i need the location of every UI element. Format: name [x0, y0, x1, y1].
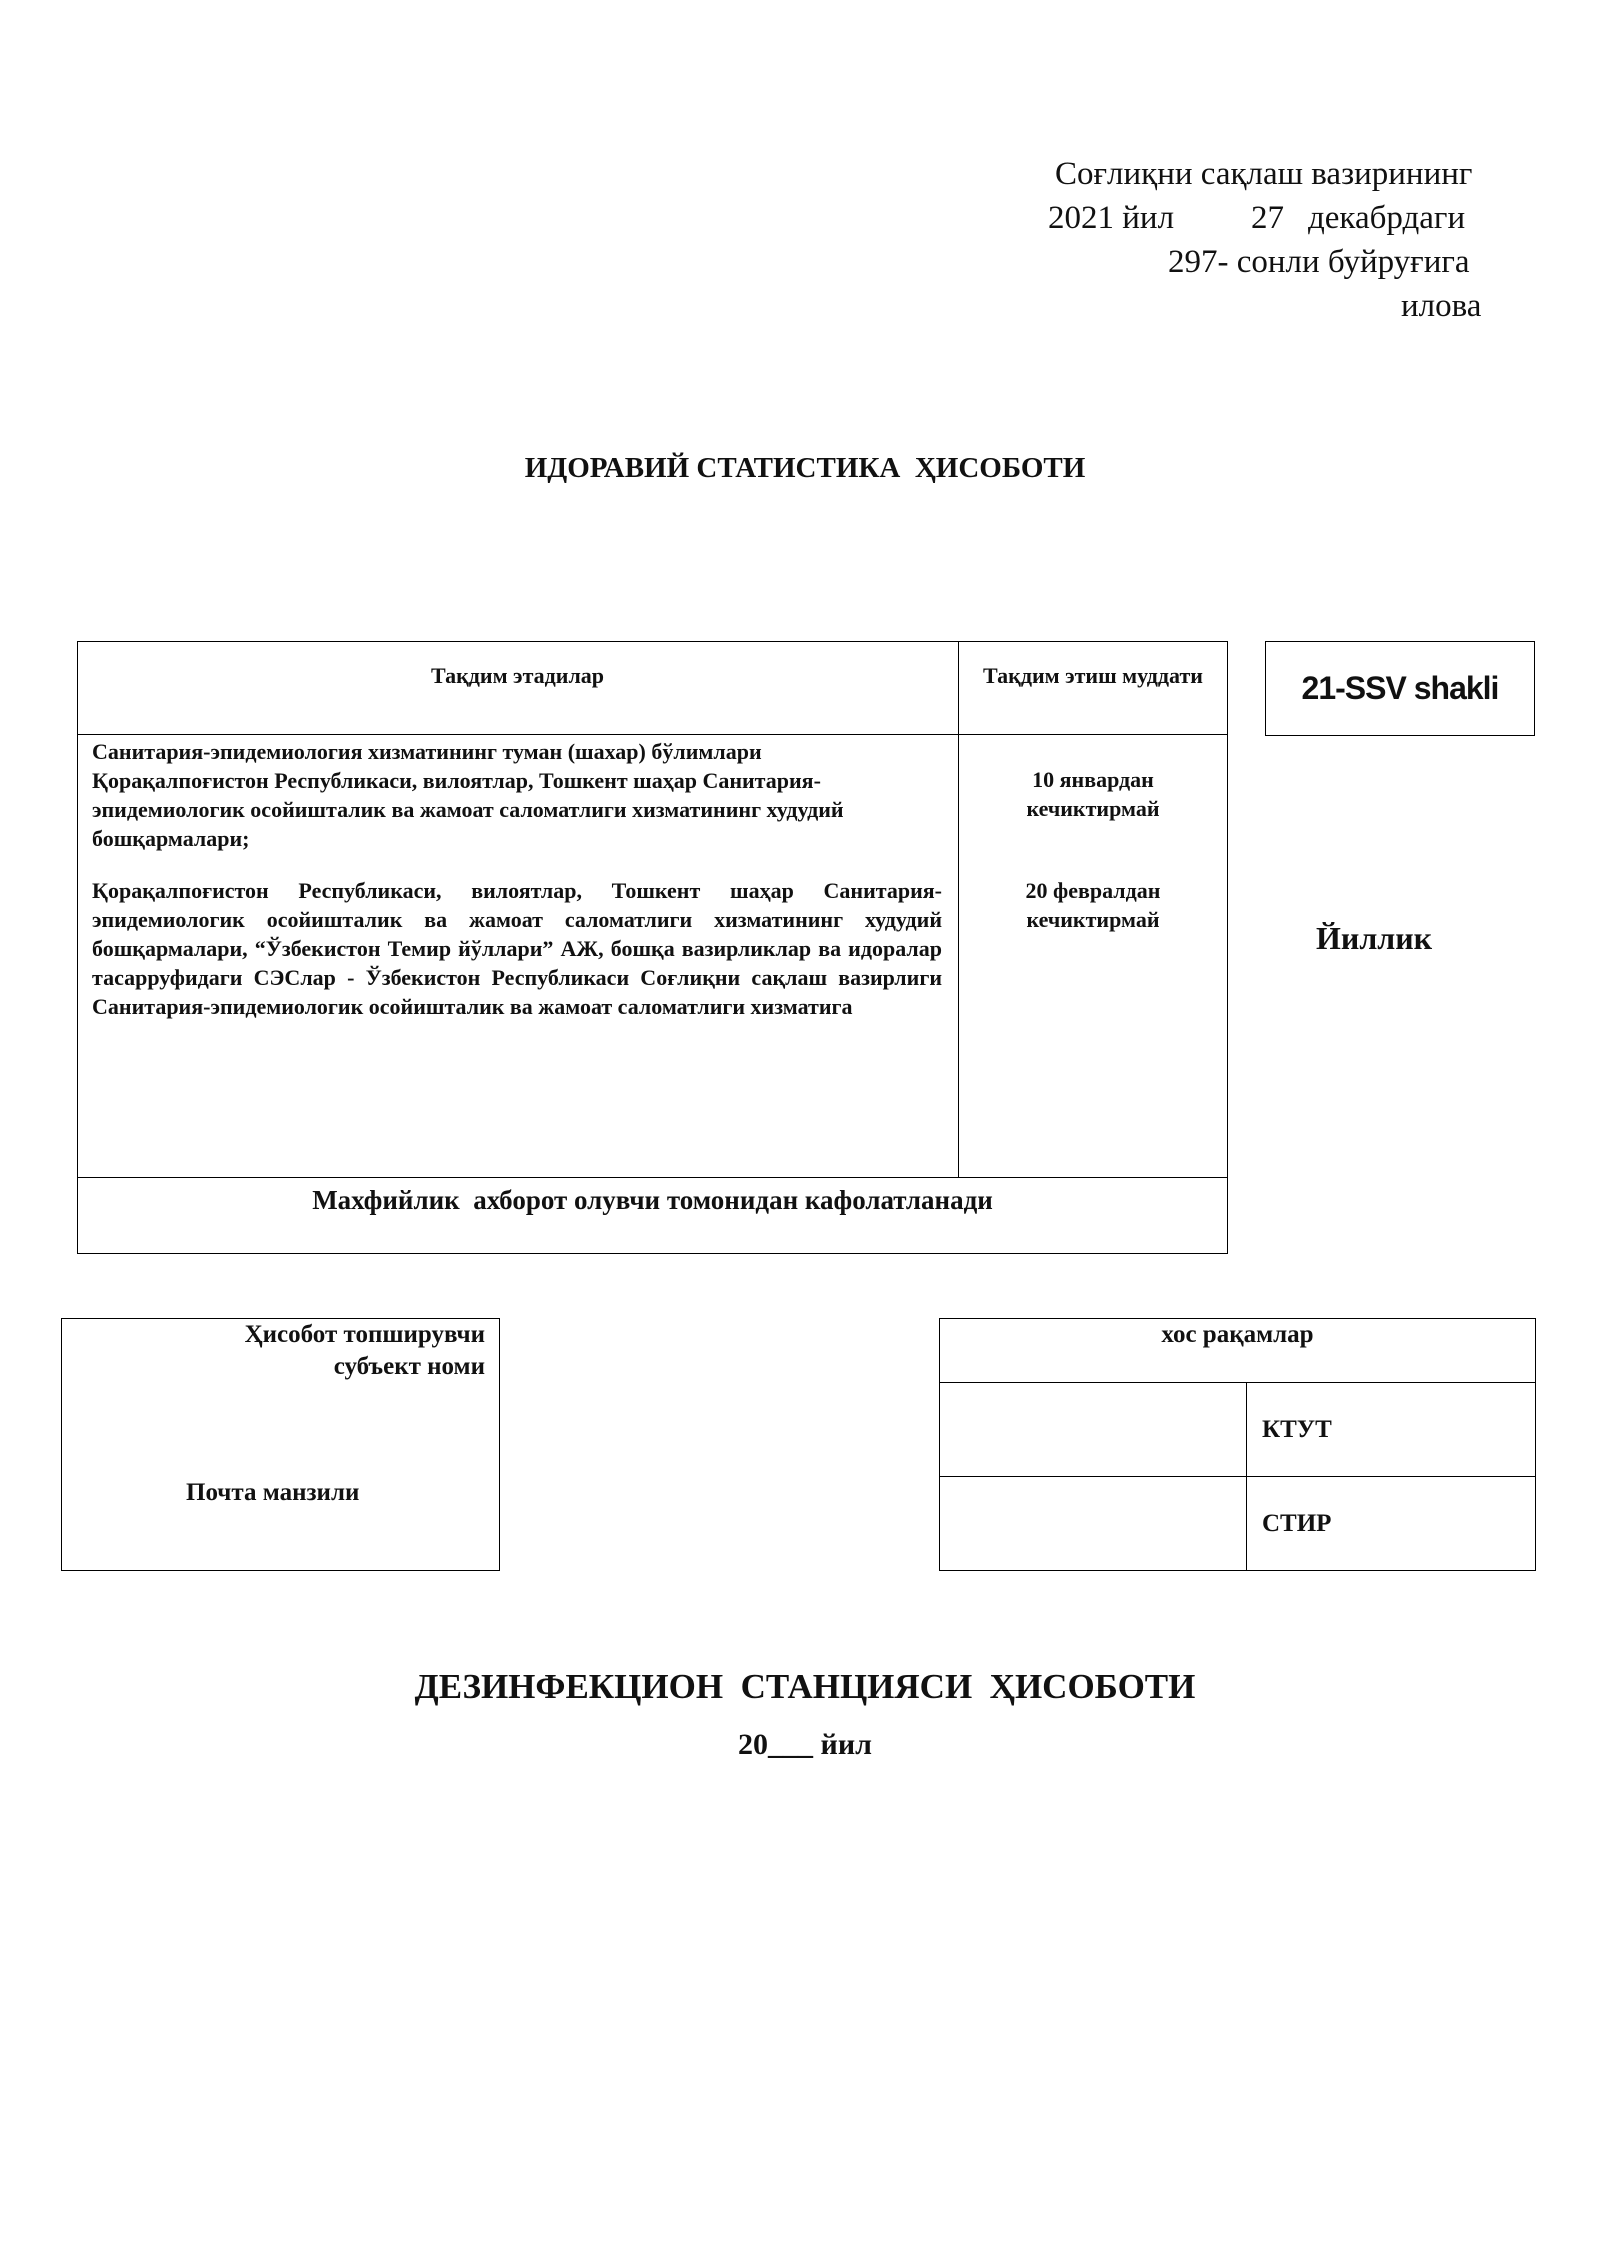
codes-header: хос рақамлар	[1161, 1321, 1314, 1348]
report-title: ИДОРАВИЙ СТАТИСТИКА ҲИСОБОТИ	[524, 452, 1086, 484]
report-year-line: 20___ йил	[738, 1728, 872, 1761]
order-header-line1: Соғлиқни сақлаш вазирининг	[1055, 156, 1473, 192]
order-header-date-year: 2021 йил	[1048, 200, 1175, 236]
stir-value-cell[interactable]	[941, 1478, 1245, 1570]
ktut-label: КТУТ	[1262, 1416, 1332, 1443]
order-header-date-month: декабрдаги	[1308, 200, 1466, 236]
deadline-1: 10 январдан кечиктирмай	[1026, 767, 1160, 821]
order-header-date-day: 27	[1251, 200, 1284, 236]
submission-table-footer-divider	[77, 1177, 1228, 1178]
form-code: 21-SSV shakli	[1301, 670, 1499, 706]
confidentiality-note: Махфийлик ахборот олувчи томонидан кафолатланади	[312, 1185, 993, 1215]
submission-table-header-divider	[77, 734, 1228, 735]
order-header-line4: илова	[1401, 288, 1482, 324]
codes-table-header-divider	[939, 1382, 1536, 1383]
codes-table-col-divider	[1246, 1382, 1247, 1571]
station-report-title: ДЕЗИНФЕКЦИОН СТАНЦИЯСИ ҲИСОБОТИ	[414, 1667, 1196, 1706]
submitters-text-2: Қорақалпоғистон Республикаси, вилоятлар, Тошкент шаҳар Санитария-эпидемиологик осойишталик ва жамоат саломатлиги хизматининг худудий бошқармалари, “Ўзбекистон Темир йўллари” АЖ, бошқа вазирликлар ва идоралар тасарруфидаги СЭСлар - Ўзбекистон Республикаси Соғлиқни сақлаш вазирлиги Санитария-эпидемиологик осойишталик ва жамоат саломатлиги хизматига	[92, 878, 942, 1019]
submission-table-col-divider	[958, 641, 959, 1178]
order-header-line3: 297- сонли буйруғига	[1168, 244, 1470, 280]
subject-name-label: Ҳисобот топширувчи субъект номи	[244, 1321, 485, 1380]
codes-table-row-divider	[939, 1476, 1536, 1477]
deadline-2: 20 февралдан кечиктирмай	[1025, 878, 1161, 932]
deadline-column-header: Тақдим этиш муддати	[983, 663, 1203, 688]
ktut-value-cell[interactable]	[941, 1384, 1245, 1475]
postal-address-label: Почта манзили	[186, 1479, 360, 1506]
submitters-text-1: Санитария-эпидемиология хизматининг туман (шахар) бўлимлари Қорақалпоғистон Республикаси, вилоятлар, Тошкент шаҳар Санитария-эпидемиологик осойишталик ва жамоат саломатлиги хизматининг худудий бошқармалари;	[92, 739, 844, 851]
stir-label: СТИР	[1262, 1510, 1332, 1537]
periodicity: Йиллик	[1316, 920, 1433, 956]
submitters-column-header: Тақдим этадилар	[430, 663, 605, 688]
